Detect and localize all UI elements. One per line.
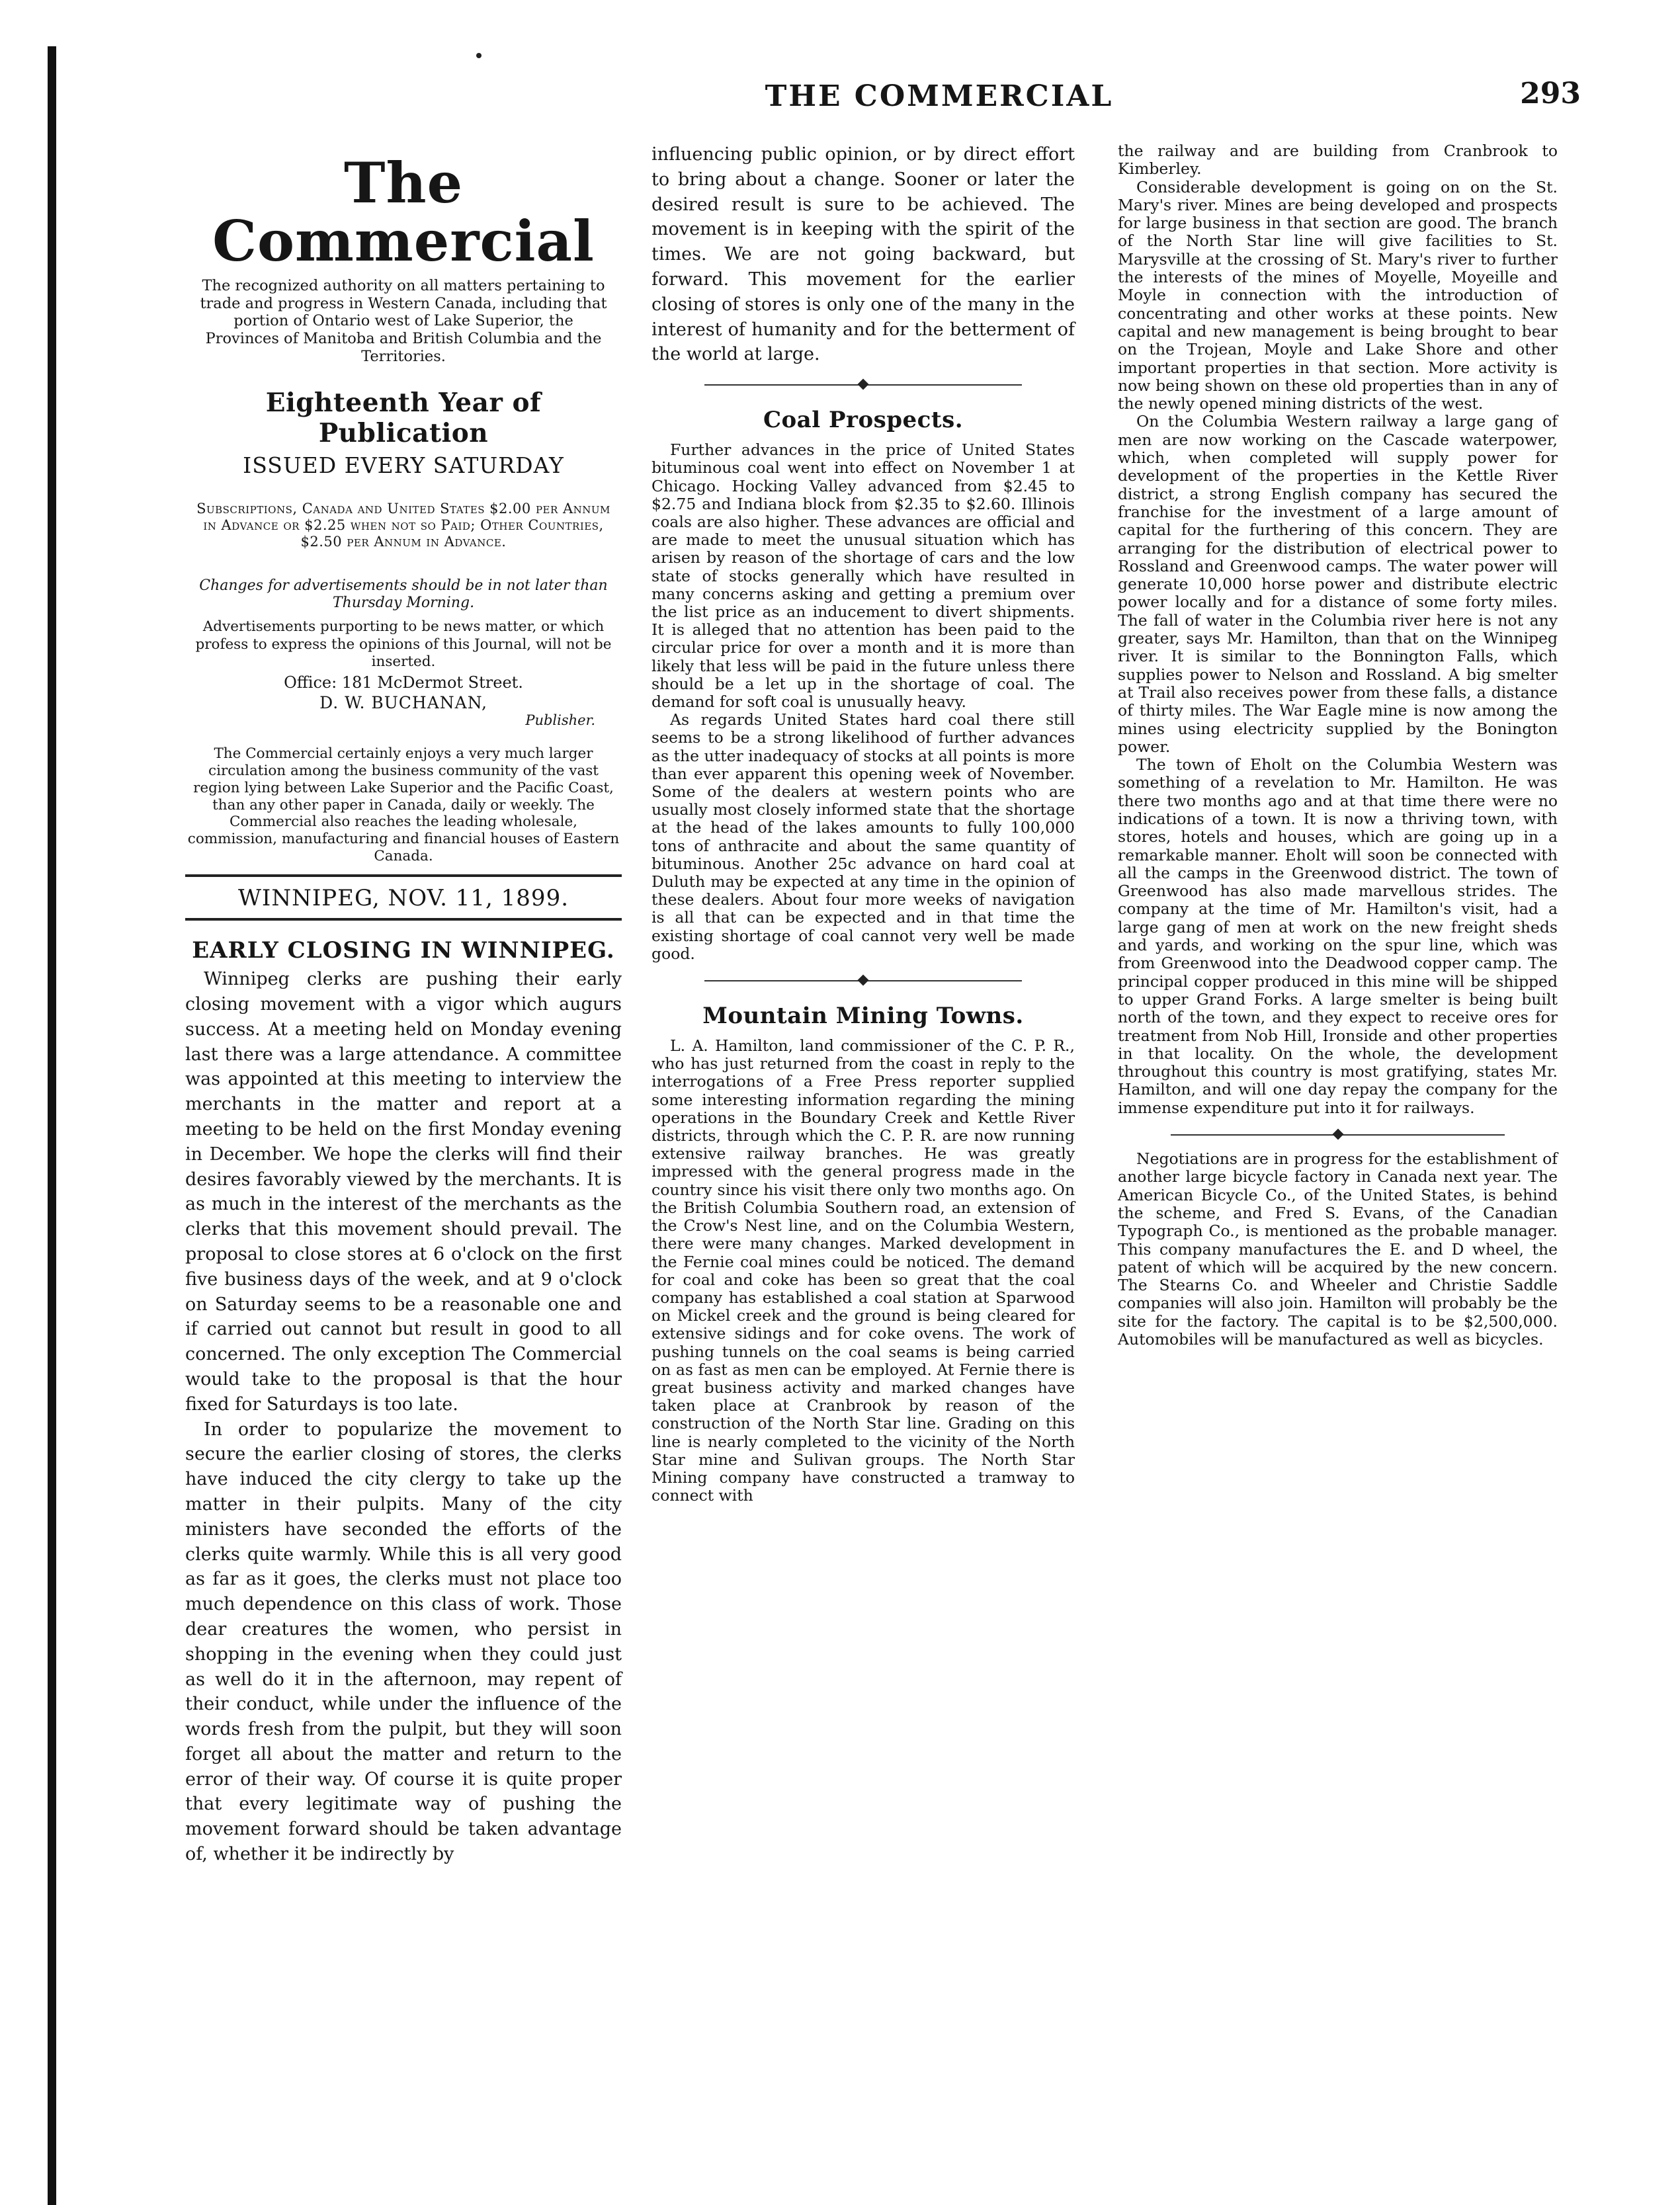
masthead-subtitle: The recognized authority on all matters pertaining to trade and progress in Western Canada, including that portion of Ontario west of Lake Superior, the Provinces of Manitoba and British Columbia and the Territories. bbox=[200, 277, 607, 365]
masthead-title: The Commercial bbox=[212, 150, 595, 274]
article-headline: Mountain Mining Towns. bbox=[702, 1003, 1024, 1030]
article-paragraph: Negotiations are in progress for the establishment of another large bicycle factory in Canada next year. The American Bicycle Co., of the United States, is behind the scheme, and Fred S. Evans, of the Canadian Typograph Co., is mentioned as the probable manager. This company manufactures the E. and D wheel, the patent of which will be acquired by the new concern. The Stearns Co. and Wheeler and Christie Saddle companies will also join. Hamilton will probably be the site for the factory. The capital is to be $2,500,000. Automobiles will be manufactured as well as bicycles. bbox=[1118, 1149, 1558, 1349]
office-address: Office: 181 McDermot Street. bbox=[284, 673, 523, 692]
publisher-title: Publisher. bbox=[525, 712, 595, 729]
article-body bbox=[651, 441, 1075, 963]
scan-speck bbox=[476, 53, 482, 58]
article-body bbox=[1118, 142, 1558, 1117]
publisher-name: D. W. BUCHANAN, bbox=[319, 693, 487, 713]
article-paragraph: Winnipeg clerks are pushing their early closing movement with a vigor which augurs success. At a meeting held on Monday evening last there was a large attendance. A committee was appointed at this meeting to interview the merchants in the matter and report at a meeting to be held on the first Monday evening in December. We hope the clerks will find their desires favorably viewed by the merchants. It is as much in the interest of the merchants as the clerks that this movement should prevail. The proposal to close stores at 6 o'clock on the first five business days of the week, and at 9 o'clock on Saturday seems to be a reasonable one and if carried out cannot but result in good to all concerned. The only exception The Commercial would take to the proposal is that the hour fixed for Saturdays is too late. bbox=[185, 969, 622, 1415]
article-paragraph: influencing public opinion, or by direct effort to bring about a change. Sooner or later the desired result is sure to be achieved. The movement is in keeping with the spirit of the times. We are not going backward, but forward. This movement for the earlier closing of stores is only one of the many in the interest of humanity and for the betterment of the world at large. bbox=[651, 144, 1075, 365]
circulation-notice: The Commercial certainly enjoys a very much larger circulation among the business community of the vast region lying between Lake Superior and the Pacific Coast, than any other paper in Canada, daily or weekly. The Commercial also reaches the leading wholesale, commission, manufacturing and financial houses of Eastern Canada. bbox=[187, 745, 620, 864]
section-divider bbox=[651, 376, 1075, 394]
article-paragraph: As regards United States hard coal there still seems to be a strong likelihood of further advances as the utter inadequacy of stocks at all points is more than ever apparent this opening week of November. Some of the dealers at western points who are usually most closely informed state that the shortage at the head of the lakes amounts to fully 100,000 tons of anthracite and about the same quantity of bituminous. Another 25c advance on hard coal at Duluth may be expected at any time in the opinion of these dealers. About four more weeks of navigation is all that can be expected and in that time the existing shortage of coal cannot very well be made good. bbox=[651, 710, 1075, 963]
column-1 bbox=[185, 142, 622, 1867]
article-headline: EARLY CLOSING IN WINNIPEG. bbox=[192, 936, 615, 964]
article-body bbox=[1118, 1150, 1558, 1349]
article-paragraph: On the Columbia Western railway a large gang of men are now working on the Cascade waterpower, which, when completed will supply power for development of the properties in the Kettle River district, a strong English company has secured the franchise for the investment of a large amount of capital for the furthering of this concern. They are arranging for the distribution of electrical power to Rossland and Greenwood camps. The water power will generate 10,000 horse power and distribute electric power locally and for a distance of some forty miles. The fall of water in the Columbia river here is not any greater, says Mr. Hamilton, than that on the Winnipeg river. It is similar to the Bonnington Falls, which supplies power to Nelson and Rossland. A big smelter at Trail also receives power from these falls, a distance of thirty miles. The War Eagle mine is now among the mines using electricity supplied by the Bonington power. bbox=[1118, 412, 1558, 756]
advertisement-deadline: Changes for advertisements should be in not later than Thursday Morning. bbox=[199, 577, 608, 612]
article-body bbox=[185, 967, 622, 1867]
article-paragraph: Further advances in the price of United States bituminous coal went into effect on November 1 at Chicago. Hocking Valley advanced from $2.45 to $2.75 and Indiana block from $2.35 to $2.60. Illinois coals are also higher. These advances are official and are made to meet the unusual situation which has arisen by reason of the shortage of cars and the low state of stocks generally which have resulted in many concerns asking and getting a premium over the list price as an inducement to divert shipments. It is alleged that no attention has been paid to the circular price for over a month and it is more than likely that less will be paid in the future unless there should be a let up in the shortage of coal. The demand for soft coal is unusually heavy. bbox=[651, 440, 1075, 712]
page-number: 293 bbox=[1520, 77, 1581, 110]
issue-frequency: ISSUED EVERY SATURDAY bbox=[243, 452, 564, 479]
running-title: THE COMMERCIAL bbox=[765, 79, 1114, 113]
publication-year: Eighteenth Year of Publication bbox=[265, 388, 542, 449]
article-body bbox=[651, 1037, 1075, 1505]
column-2 bbox=[651, 142, 1075, 1505]
article-paragraph: Considerable development is going on on the St. Mary's river. Mines are being developed and prospects for large business in that section are good. The branch of the North Star line will give facilities to St. Marysville at the crossing of St. Mary's river to further the interests of the mines of Moyelle, Moyeille and Moyle in connection with the introduction of concentrating and other works at these points. New capital and new management is being brought to bear on the Trojean, Moyle and Lake Shore and other important properties in that section. More activity is now being shown on these old properties than in any of the newly opened mining districts of the west. bbox=[1118, 177, 1558, 413]
divider bbox=[185, 918, 622, 921]
divider bbox=[185, 874, 622, 877]
article-paragraph: L. A. Hamilton, land commissioner of the C. P. R., who has just returned from the coast in reply to the interrogations of a Free Press reporter supplied some interesting information regarding the mining operations in the Boundary Creek and Kettle River districts, through which the C. P. R. are now running extensive railway branches. He was greatly impressed with the general progress made in the country since his visit there only two months ago. On the British Columbia Southern road, an extension of the Crow's Nest line, and on the Columbia Western, there were many changes. Marked development in the Fernie coal mines could be noticed. The demand for coal and coke has been so great that the coal company has established a coal station at Sparwood on Mickel creek and the ground is being cleared for extensive sidings and for coke ovens. The work of pushing tunnels on the coal seams is being carried on as fast as men can be employed. At Fernie there is great business activity and marked changes have taken place at Cranbrook by reason of the construction of the North Star line. Grading on this line is nearly completed to the vicinity of the North Star mine and Sulivan groups. The North Star Mining company have constructed a tramway to connect with bbox=[651, 1036, 1075, 1505]
scan-edge-bar bbox=[48, 46, 56, 2205]
article-body bbox=[651, 142, 1075, 367]
article-paragraph: the railway and are building from Cranbrook to Kimberley. bbox=[1118, 142, 1558, 179]
article-paragraph: In order to popularize the movement to secure the earlier closing of stores, the clerks have induced the city clergy to take up the matter in their pulpits. Many of the city ministers have seconded the efforts of the clerks quite warmly. While this is all very good as far as it goes, the clerks must not place too much dependence on this class of work. Those dear creatures the women, who persist in shopping in the evening when they could just as well do it in the afternoon, may repent of their conduct, while under the influence of the words fresh from the pulpit, but they will soon forget all about the matter and return to the error of their way. Of course it is quite proper that every legitimate way of pushing the movement forward should be taken advantage of, whether it be indirectly by bbox=[185, 1419, 622, 1865]
article-headline: Coal Prospects. bbox=[763, 407, 964, 434]
article-paragraph: The town of Eholt on the Columbia Western was something of a revelation to Mr. Hamilton. He was there two months ago and at that time there were no indications of a town. It is now a thriving town, with stores, hotels and houses, which are going up in a remarkable manner. Eholt will soon be connected with all the camps in the Greenwood district. The town of Greenwood has also made marvellous strides. The company at the time of Mr. Hamilton's visit, had a large gang of men at work on the new freight sheds and yards, and working on the spur line, which was from Greenwood into the Deadwood copper camp. The principal copper produced in this mine will be shipped to upper Grand Forks. A large smelter is being built north of the town, and they expect to receive ores for treatment from Nob Hill, Ironside and other properties in that locality. On the whole, the development throughout this country is most gratifying, states Mr. Hamilton, and will one day repay the company for the immense expenditure put into it for railways. bbox=[1118, 755, 1558, 1117]
dateline: WINNIPEG, NOV. 11, 1899. bbox=[237, 884, 569, 911]
section-divider bbox=[1118, 1126, 1558, 1144]
advertisement-policy: Advertisements purporting to be news matter, or which profess to express the opinions of this Journal, will not be inserted. bbox=[195, 618, 612, 670]
column-3 bbox=[1118, 142, 1558, 1349]
subscription-rates: Subscriptions, Canada and United States $2.00 per Annum in Advance or $2.25 when not so Paid; Other Countries, $2.50 per Annum in Advance. bbox=[196, 501, 610, 550]
section-divider bbox=[651, 972, 1075, 989]
